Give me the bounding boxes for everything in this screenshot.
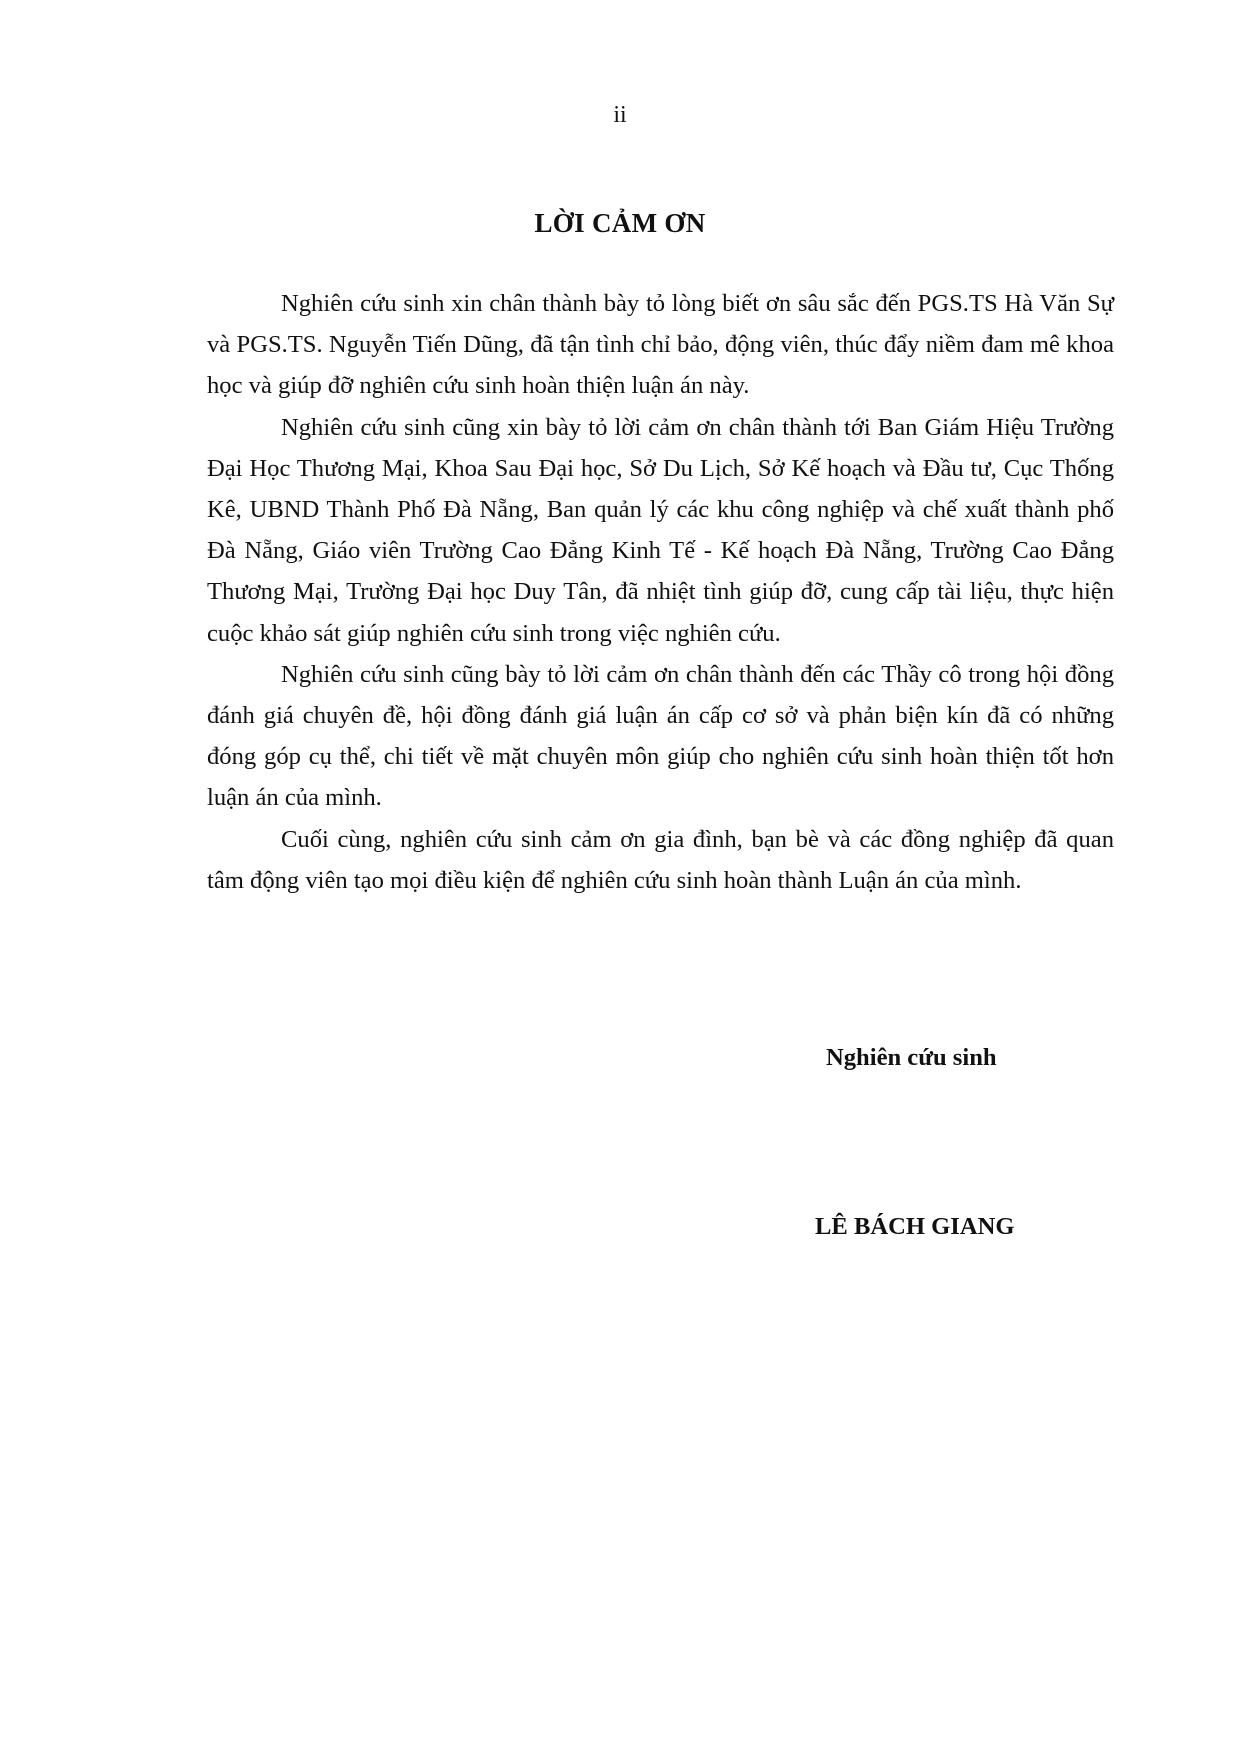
paragraph-family: Cuối cùng, nghiên cứu sinh cảm ơn gia đình, bạn bè và các đồng nghiệp đã quan tâm động viên tạo mọi điều kiện để nghiên cứu sinh hoàn thành Luận án của mình. [207, 825, 1114, 894]
paragraph-institutions: Nghiên cứu sinh cũng xin bày tỏ lời cảm ơn chân thành tới Ban Giám Hiệu Trường Đại Học Thương Mại, Khoa Sau Đại học, Sở Du Lịch, Sở Kế hoạch và Đầu tư, Cục Thống Kê, UBND Thành Phố Đà Nẵng, Ban quản lý các khu công nghiệp và chế xuất thành phố Đà Nẵng, Giáo viên Trường Cao Đẳng Kinh Tế - Kế hoạch Đà Nẵng, Trường Cao Đẳng Thương Mại, Trường Đại học Duy Tân, đã nhiệt tình giúp đỡ, cung cấp tài liệu, thực hiện cuộc khảo sát giúp nghiên cứu sinh trong việc nghiên cứu. [207, 413, 1114, 647]
page-number: ii [613, 102, 627, 128]
signature-name: LÊ BÁCH GIANG [815, 1213, 1015, 1240]
acknowledgement-body [207, 283, 1114, 901]
signature-label: Nghiên cứu sinh [826, 1044, 997, 1071]
paragraph-advisors: Nghiên cứu sinh xin chân thành bày tỏ lòng biết ơn sâu sắc đến PGS.TS Hà Văn Sự và PGS.TS. Nguyễn Tiến Dũng, đã tận tình chỉ bảo, động viên, thúc đẩy niềm đam mê khoa học và giúp đỡ nghiên cứu sinh hoàn thiện luận án này. [207, 290, 1114, 400]
paragraph-committee: Nghiên cứu sinh cũng bày tỏ lời cảm ơn chân thành đến các Thầy cô trong hội đồng đánh giá chuyên đề, hội đồng đánh giá luận án cấp cơ sở và phản biện kín đã có những đóng góp cụ thể, chi tiết về mặt chuyên môn giúp cho nghiên cứu sinh hoàn thiện tốt hơn luận án của mình. [207, 660, 1114, 812]
page-title: LỜI CẢM ƠN [534, 208, 706, 238]
